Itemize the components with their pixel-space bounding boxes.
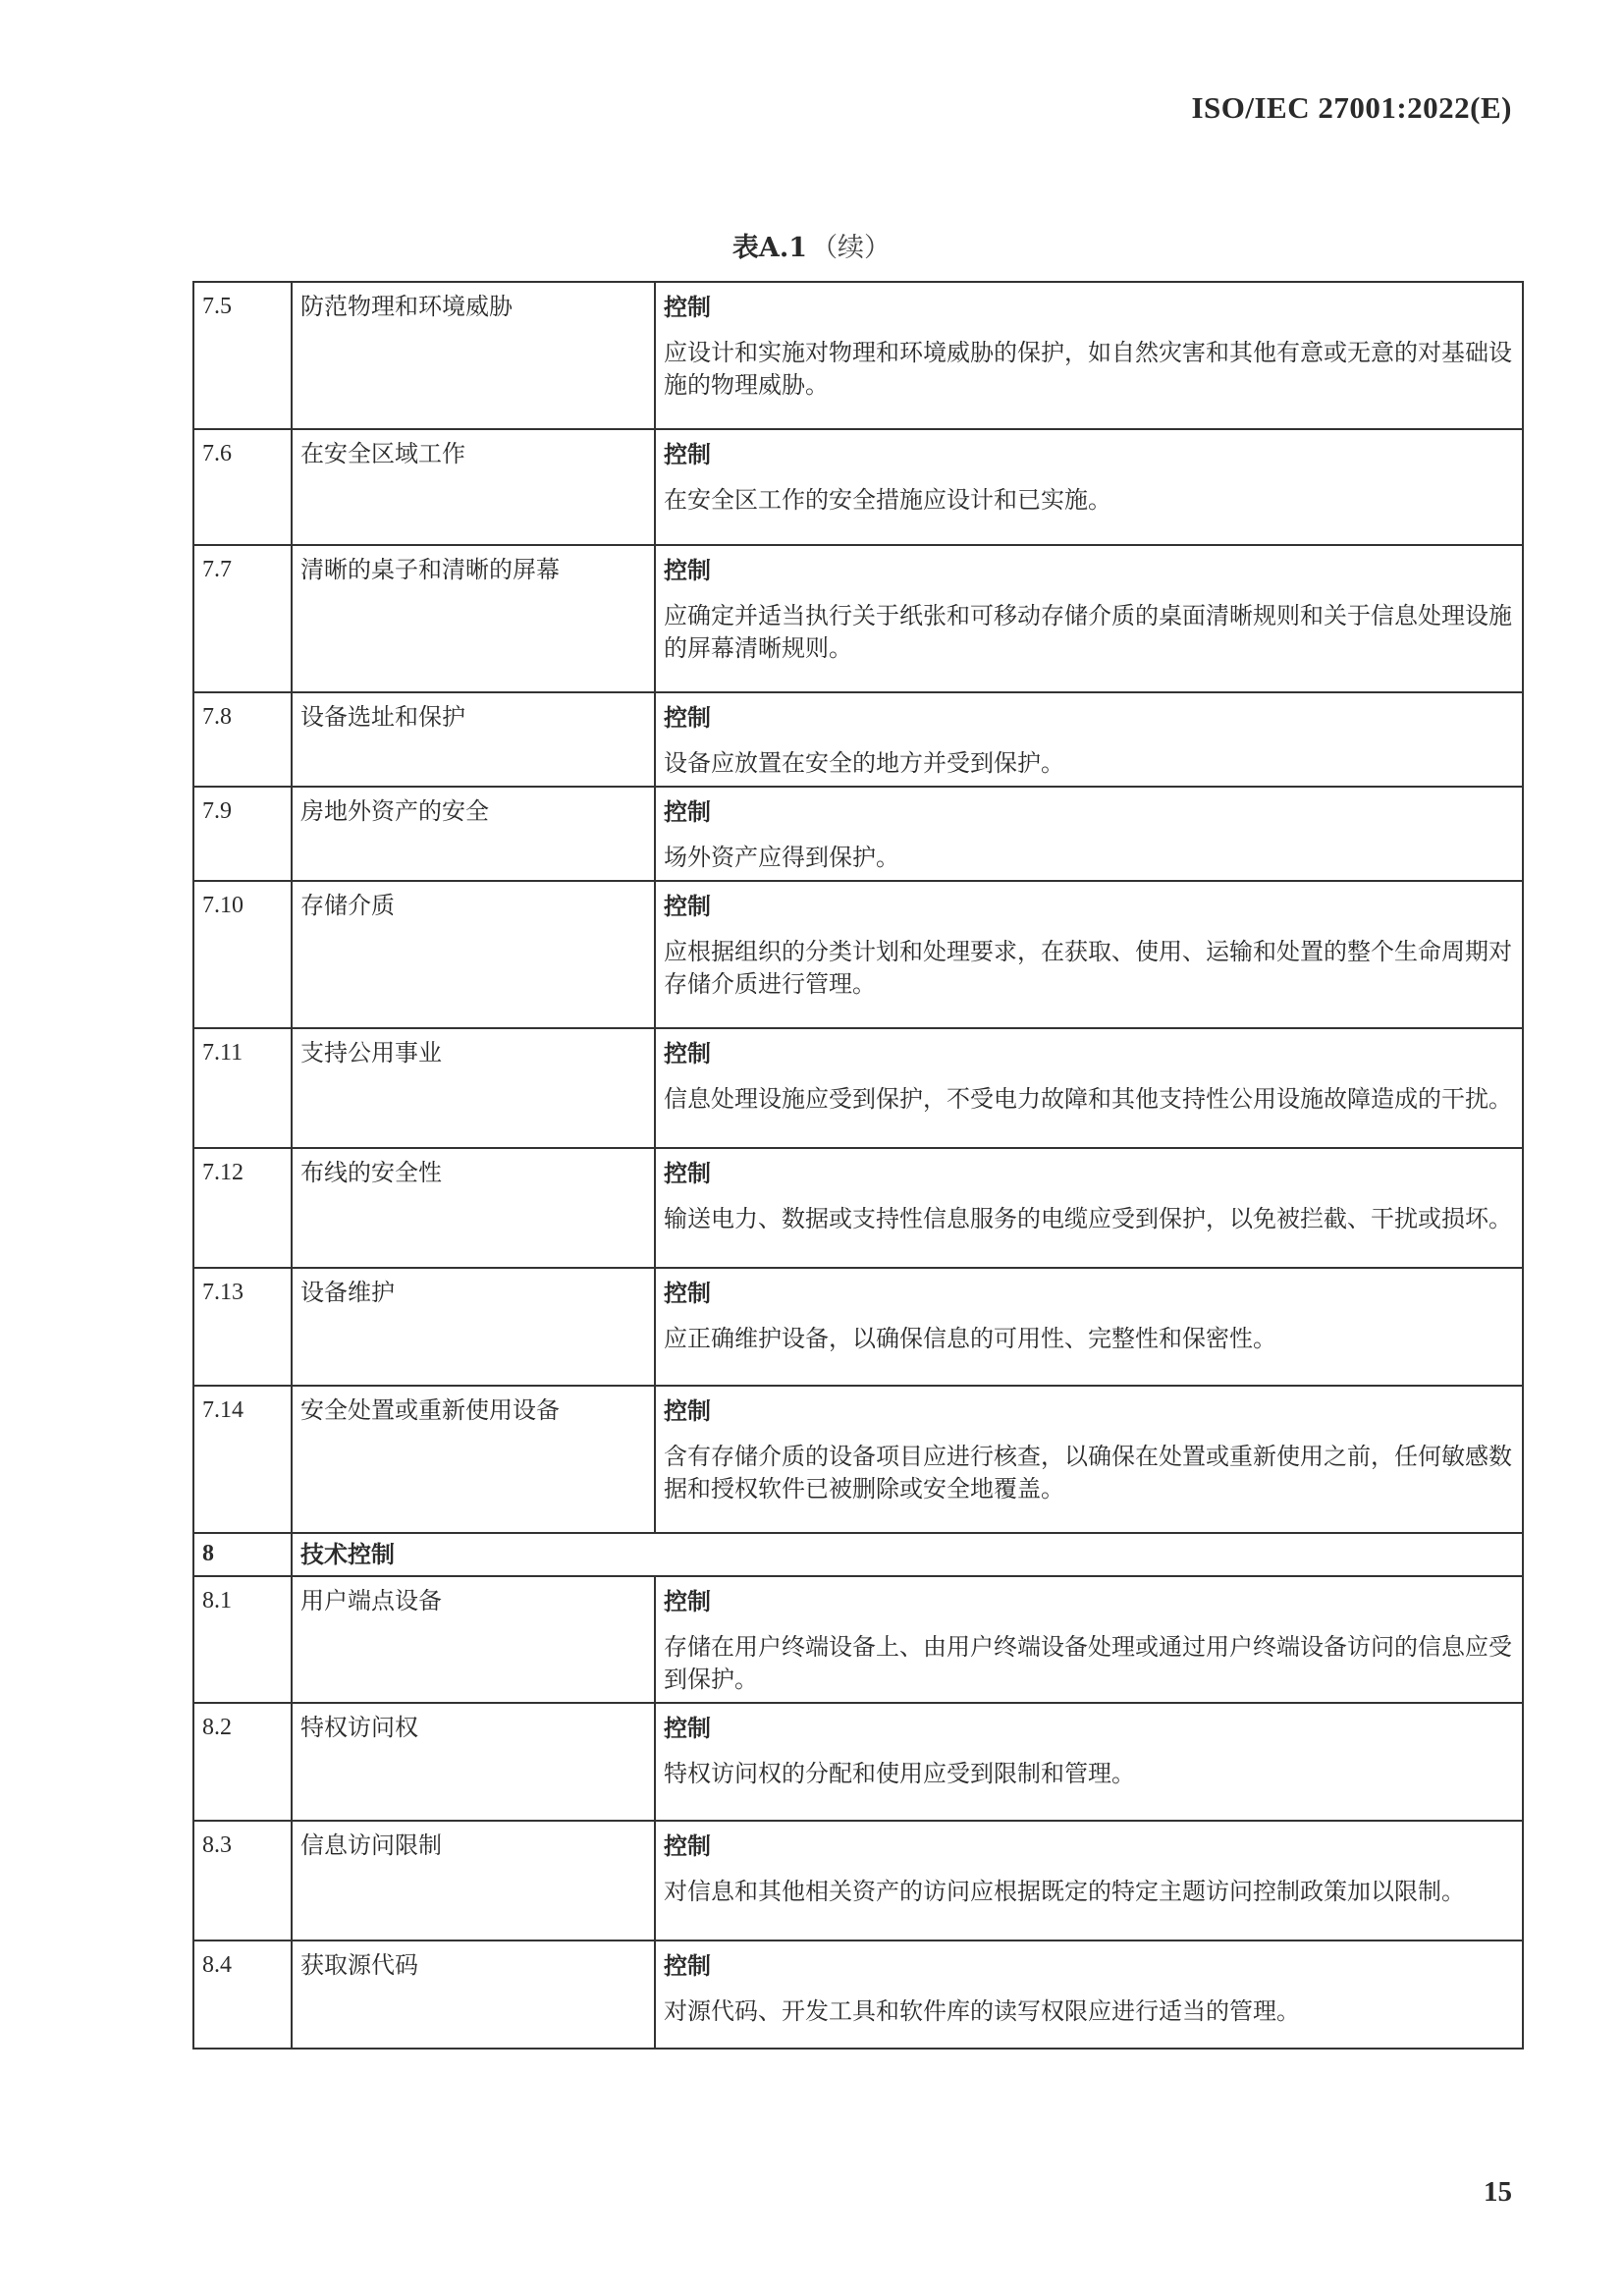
control-label: 控制 [664,1587,711,1615]
control-description: 存储在用户终端设备上、由用户终端设备处理或通过用户终端设备访问的信息应受到保护。 [664,1633,1512,1693]
control-number: 7.7 [193,545,292,692]
controls-table [192,281,1524,2050]
control-label: 控制 [664,1714,711,1742]
control-name: 防范物理和环境威胁 [292,282,655,429]
table-row [193,1148,1523,1268]
control-description: 对信息和其他相关资产的访问应根据既定的特定主题访问控制政策加以限制。 [664,1878,1465,1905]
control-description: 输送电力、数据或支持性信息服务的电缆应受到保护，以免被拦截、干扰或损坏。 [664,1205,1512,1232]
control-label: 控制 [664,1039,711,1067]
control-description: 在安全区工作的安全措施应设计和已实施。 [664,486,1111,514]
table-row [193,1268,1523,1386]
control-description-cell [655,1703,1523,1821]
control-number: 8.3 [193,1821,292,1941]
control-name: 房地外资产的安全 [292,787,655,881]
table-row [193,429,1523,545]
control-description-cell [655,787,1523,881]
table-caption-continued: （续） [811,233,892,263]
table-row [193,1821,1523,1941]
control-description: 信息处理设施应受到保护，不受电力故障和其他支持性公用设施故障造成的干扰。 [664,1085,1512,1113]
control-label: 控制 [664,797,711,826]
control-description: 应根据组织的分类计划和处理要求，在获取、使用、运输和处置的整个生命周期对存储介质进行管理。 [664,938,1512,998]
control-name: 在安全区域工作 [292,429,655,545]
control-label: 控制 [664,1951,711,1980]
control-label: 控制 [664,1831,711,1860]
table-row [193,282,1523,429]
table-row [193,692,1523,787]
table-row [193,881,1523,1028]
control-description-cell [655,1821,1523,1941]
control-name: 获取源代码 [292,1941,655,2049]
control-description: 对源代码、开发工具和软件库的读写权限应进行适当的管理。 [664,1997,1300,2025]
control-label: 控制 [664,556,711,584]
control-name: 清晰的桌子和清晰的屏幕 [292,545,655,692]
control-name: 存储介质 [292,881,655,1028]
controls-table-body [193,282,1523,2049]
control-name: 安全处置或重新使用设备 [292,1386,655,1533]
table-row [193,1576,1523,1703]
control-description-cell [655,429,1523,545]
control-description-cell [655,692,1523,787]
control-description: 应确定并适当执行关于纸张和可移动存储介质的桌面清晰规则和关于信息处理设施的屏幕清晰规则。 [664,602,1512,662]
control-label: 控制 [664,1396,711,1425]
control-number: 8.1 [193,1576,292,1703]
control-description-cell [655,1386,1523,1533]
section-row [193,1533,1523,1576]
control-number: 7.14 [193,1386,292,1533]
control-label: 控制 [664,1159,711,1187]
control-description: 应正确维护设备，以确保信息的可用性、完整性和保密性。 [664,1325,1276,1352]
control-label: 控制 [664,293,711,321]
table-row [193,1028,1523,1148]
control-number: 7.6 [193,429,292,545]
control-description: 场外资产应得到保护。 [664,844,899,871]
control-number: 7.13 [193,1268,292,1386]
table-caption-title: 表A.1 [731,233,808,263]
control-number: 7.10 [193,881,292,1028]
control-number: 7.9 [193,787,292,881]
control-description-cell [655,1268,1523,1386]
control-name: 特权访问权 [292,1703,655,1821]
control-description-cell [655,282,1523,429]
control-description-cell [655,881,1523,1028]
section-title: 技术控制 [292,1533,1523,1576]
control-description: 设备应放置在安全的地方并受到保护。 [664,749,1064,777]
control-name: 设备选址和保护 [292,692,655,787]
table-row [193,1703,1523,1821]
control-description-cell [655,1576,1523,1703]
control-label: 控制 [664,703,711,732]
control-name: 信息访问限制 [292,1821,655,1941]
control-description-cell [655,1028,1523,1148]
control-number: 8.2 [193,1703,292,1821]
control-description: 含有存储介质的设备项目应进行核查，以确保在处置或重新使用之前，任何敏感数据和授权软件已被删除或安全地覆盖。 [664,1443,1512,1503]
control-label: 控制 [664,1279,711,1307]
control-name: 布线的安全性 [292,1148,655,1268]
control-description-cell [655,1941,1523,2049]
table-row [193,1941,1523,2049]
control-description: 应设计和实施对物理和环境威胁的保护，如自然灾害和其他有意或无意的对基础设施的物理威胁。 [664,339,1512,399]
control-number: 7.8 [193,692,292,787]
control-label: 控制 [664,440,711,468]
table-row [193,787,1523,881]
table-caption [0,226,1623,264]
control-number: 8.4 [193,1941,292,2049]
control-label: 控制 [664,892,711,920]
page-number: 15 [1484,2176,1512,2208]
control-name: 用户端点设备 [292,1576,655,1703]
control-number: 7.5 [193,282,292,429]
control-name: 支持公用事业 [292,1028,655,1148]
control-name: 设备维护 [292,1268,655,1386]
document-code: ISO/IEC 27001:2022(E) [1191,90,1512,125]
control-description-cell [655,545,1523,692]
control-number: 7.11 [193,1028,292,1148]
control-description: 特权访问权的分配和使用应受到限制和管理。 [664,1760,1135,1787]
section-number: 8 [193,1533,292,1576]
control-description-cell [655,1148,1523,1268]
table-row [193,545,1523,692]
table-row [193,1386,1523,1533]
control-number: 7.12 [193,1148,292,1268]
